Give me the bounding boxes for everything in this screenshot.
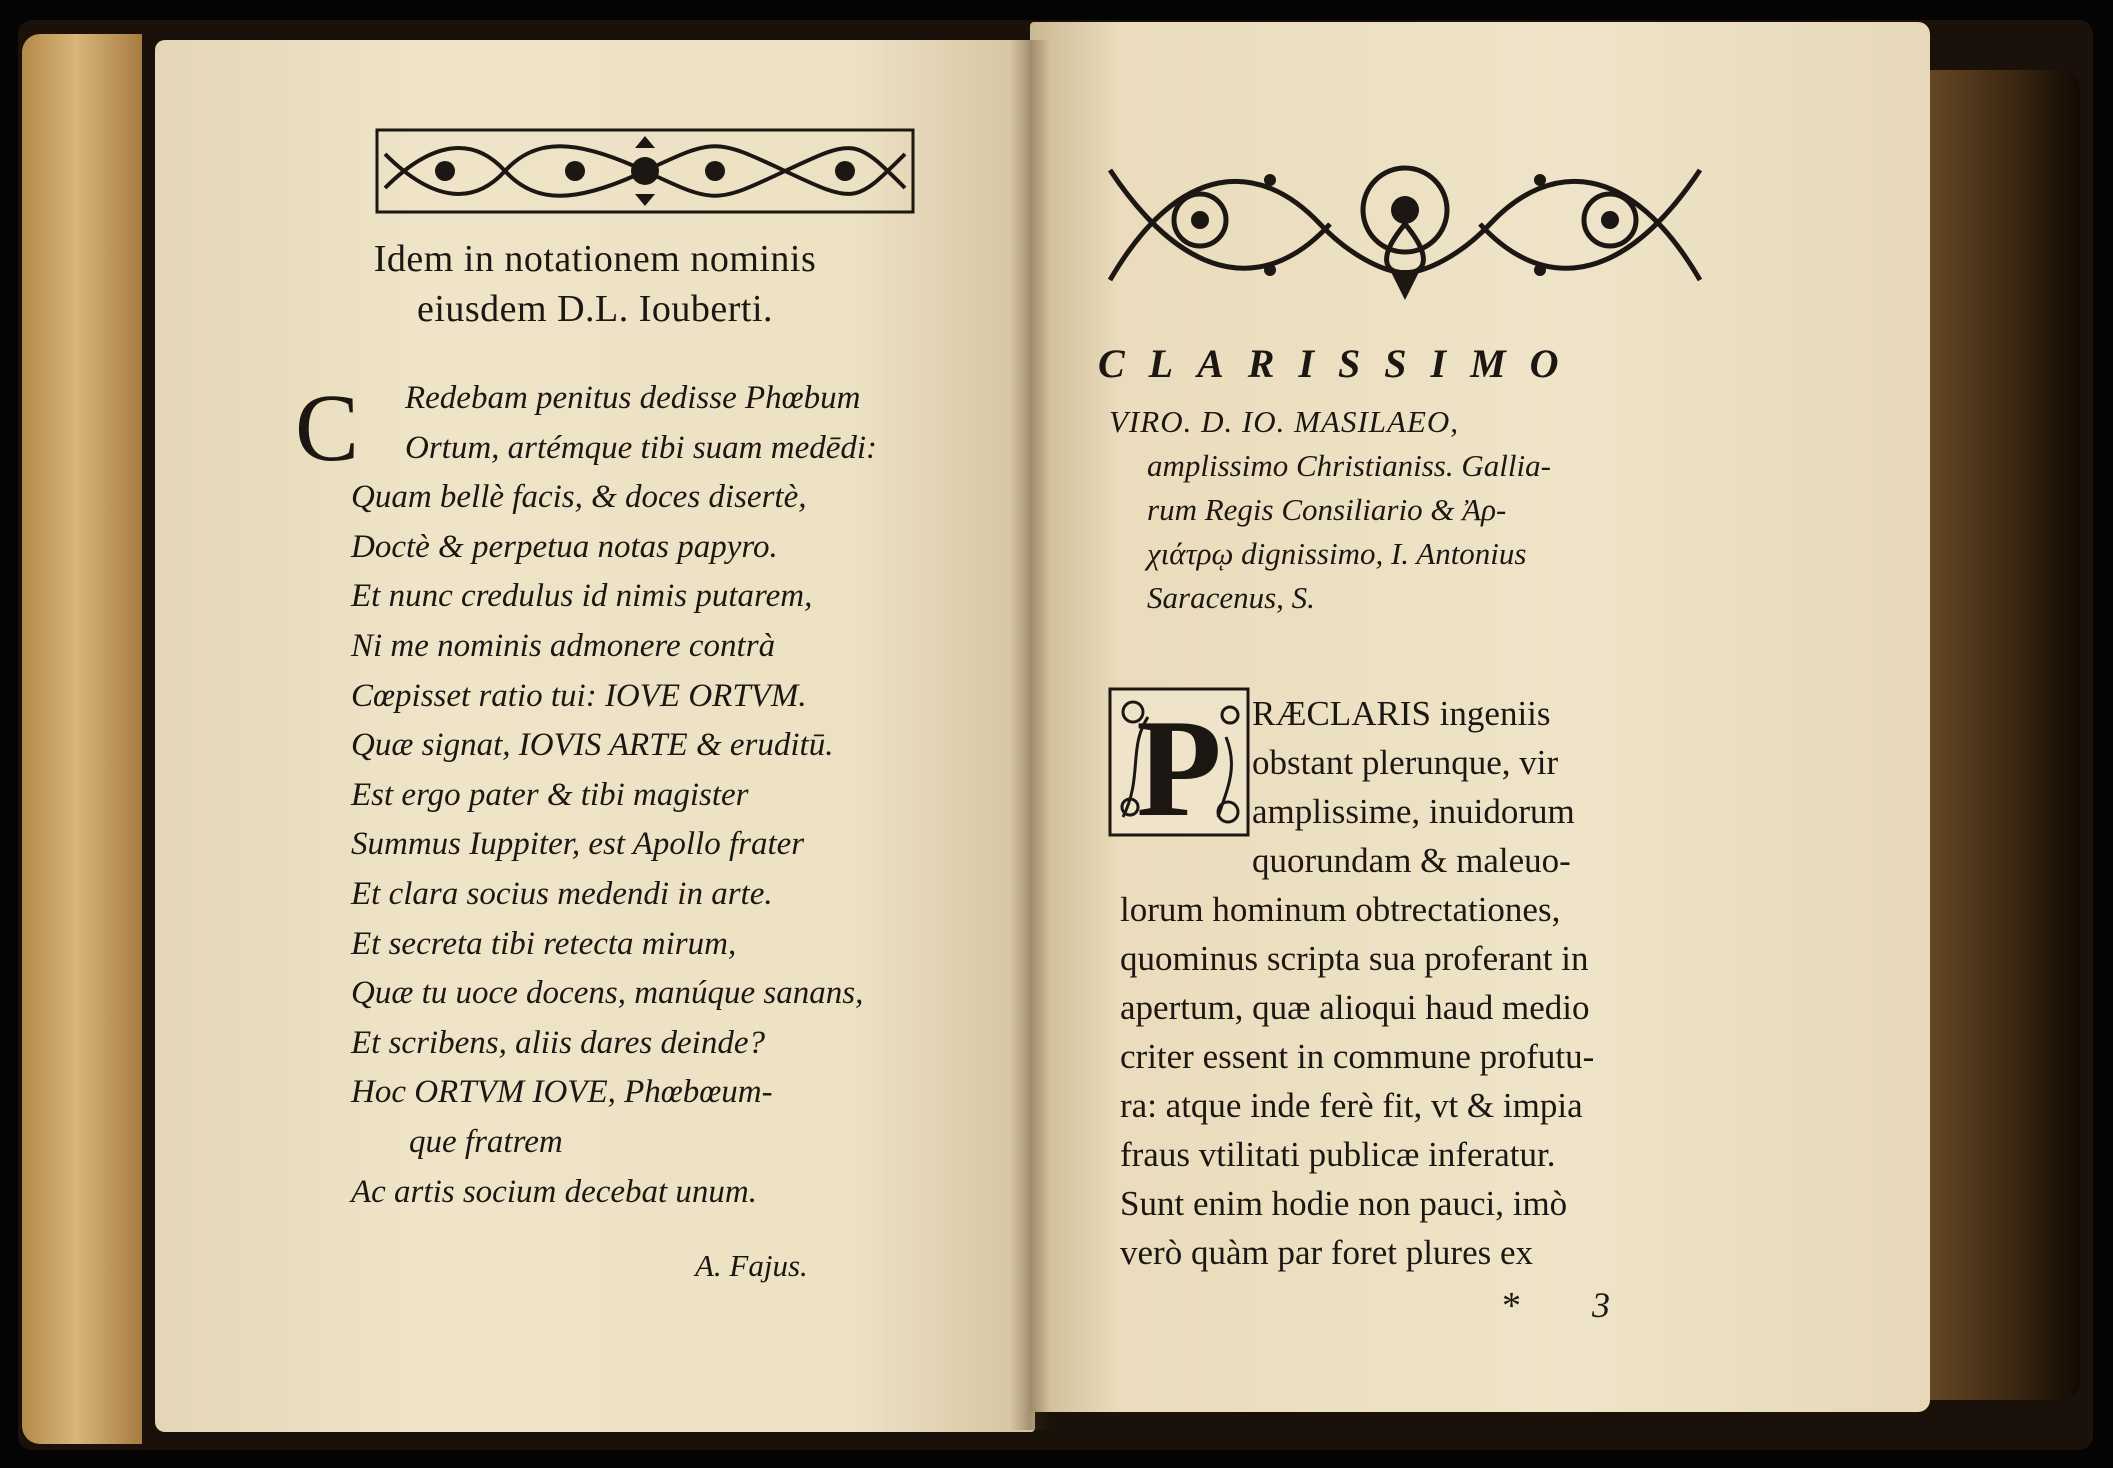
- poem-line: Et clara socius medendi in arte.: [351, 875, 773, 912]
- poem-line: Et nunc credulus id nimis putarem,: [351, 578, 813, 615]
- prose-line: quorundam & maleuo-: [1252, 841, 1571, 880]
- poem-line: Summus Iuppiter, est Apollo frater: [351, 826, 805, 863]
- prose-line: RÆCLARIS ingeniis: [1252, 694, 1551, 733]
- poem-title-line-1: Idem in notationem nominis: [373, 238, 817, 280]
- prose-line: obstant plerunque, vir: [1252, 743, 1559, 782]
- poem-line: Quæ tu uoce docens, manúque sanans,: [351, 975, 864, 1012]
- poem-line: Ni me nominis admonere contrà: [351, 627, 776, 664]
- prose-line: quominus scripta sua proferant in: [1120, 939, 1589, 978]
- dedication-addressee: [1109, 400, 1747, 620]
- left-page: [155, 40, 1035, 1432]
- right-page: [1030, 22, 1930, 1412]
- prose-line: ra: atque inde ferè fit, vt & impia: [1120, 1086, 1583, 1125]
- addressee-line: Saracenus, S.: [1147, 580, 1315, 615]
- signature-mark: *: [1502, 1285, 1521, 1327]
- poem-line: Ortum, artémque tibi suam medēdi:: [405, 429, 878, 466]
- poem-line: Cœpisset ratio tui: IOVE ORTVM.: [351, 677, 807, 714]
- poem-body: [351, 374, 1011, 1217]
- page-edges-right: [1920, 70, 2080, 1400]
- drop-cap-c: C: [295, 374, 360, 481]
- poem-line: Et scribens, aliis dares deinde?: [351, 1024, 765, 1061]
- prose-line: fraus vtilitati publicæ inferatur.: [1120, 1135, 1556, 1174]
- book-gutter: [1010, 40, 1050, 1430]
- poem-signature: A. Fajus.: [695, 1248, 808, 1283]
- addressee-line: amplissimo Christianiss. Gallia-: [1147, 448, 1551, 483]
- page-number: 3: [1592, 1285, 1610, 1325]
- poem-line: Quam bellè facis, & doces disertè,: [351, 479, 807, 516]
- poem-line: Et secreta tibi retecta mirum,: [351, 925, 737, 962]
- poem-line: Redebam penitus dedisse Phœbum: [405, 380, 861, 416]
- poem-title-line-2: eiusdem D.L. Iouberti.: [416, 288, 774, 330]
- poem-line: que fratrem: [409, 1123, 563, 1160]
- poem-line: Ac artis socium decebat unum.: [351, 1173, 758, 1210]
- prose-line: verò quàm par foret plures ex: [1120, 1233, 1534, 1272]
- poem-line: Est ergo pater & tibi magister: [351, 776, 749, 813]
- headpiece-ornament-right: [1100, 140, 1710, 308]
- dedication-prose: [1120, 689, 1728, 1277]
- addressee-line: χιάτρῳ dignissimo, I. Antonius: [1147, 536, 1527, 571]
- poem-line: Hoc ORTVM IOVE, Phœbœum-: [351, 1074, 773, 1111]
- vellum-binding-left: [22, 34, 142, 1444]
- headpiece-ornament-left: [375, 128, 915, 214]
- addressee-line: rum Regis Consiliario & Ἀρ-: [1147, 492, 1507, 527]
- prose-line: criter essent in commune profutu-: [1120, 1037, 1595, 1076]
- prose-line: Sunt enim hodie non pauci, imò: [1120, 1184, 1568, 1223]
- dedication-heading: CLARISSIMO: [1098, 341, 1583, 386]
- poem-line: Doctè & perpetua notas papyro.: [351, 528, 778, 565]
- addressee-line: VIRO. D. IO. MASILAEO,: [1109, 404, 1460, 439]
- prose-line: lorum hominum obtrectationes,: [1120, 890, 1561, 929]
- poem-line: Quæ signat, IOVIS ARTE & eruditū.: [351, 727, 834, 764]
- initial-letter: P: [1136, 691, 1222, 837]
- prose-line: amplissime, inuidorum: [1252, 792, 1575, 831]
- prose-line: apertum, quæ alioqui haud medio: [1120, 988, 1590, 1027]
